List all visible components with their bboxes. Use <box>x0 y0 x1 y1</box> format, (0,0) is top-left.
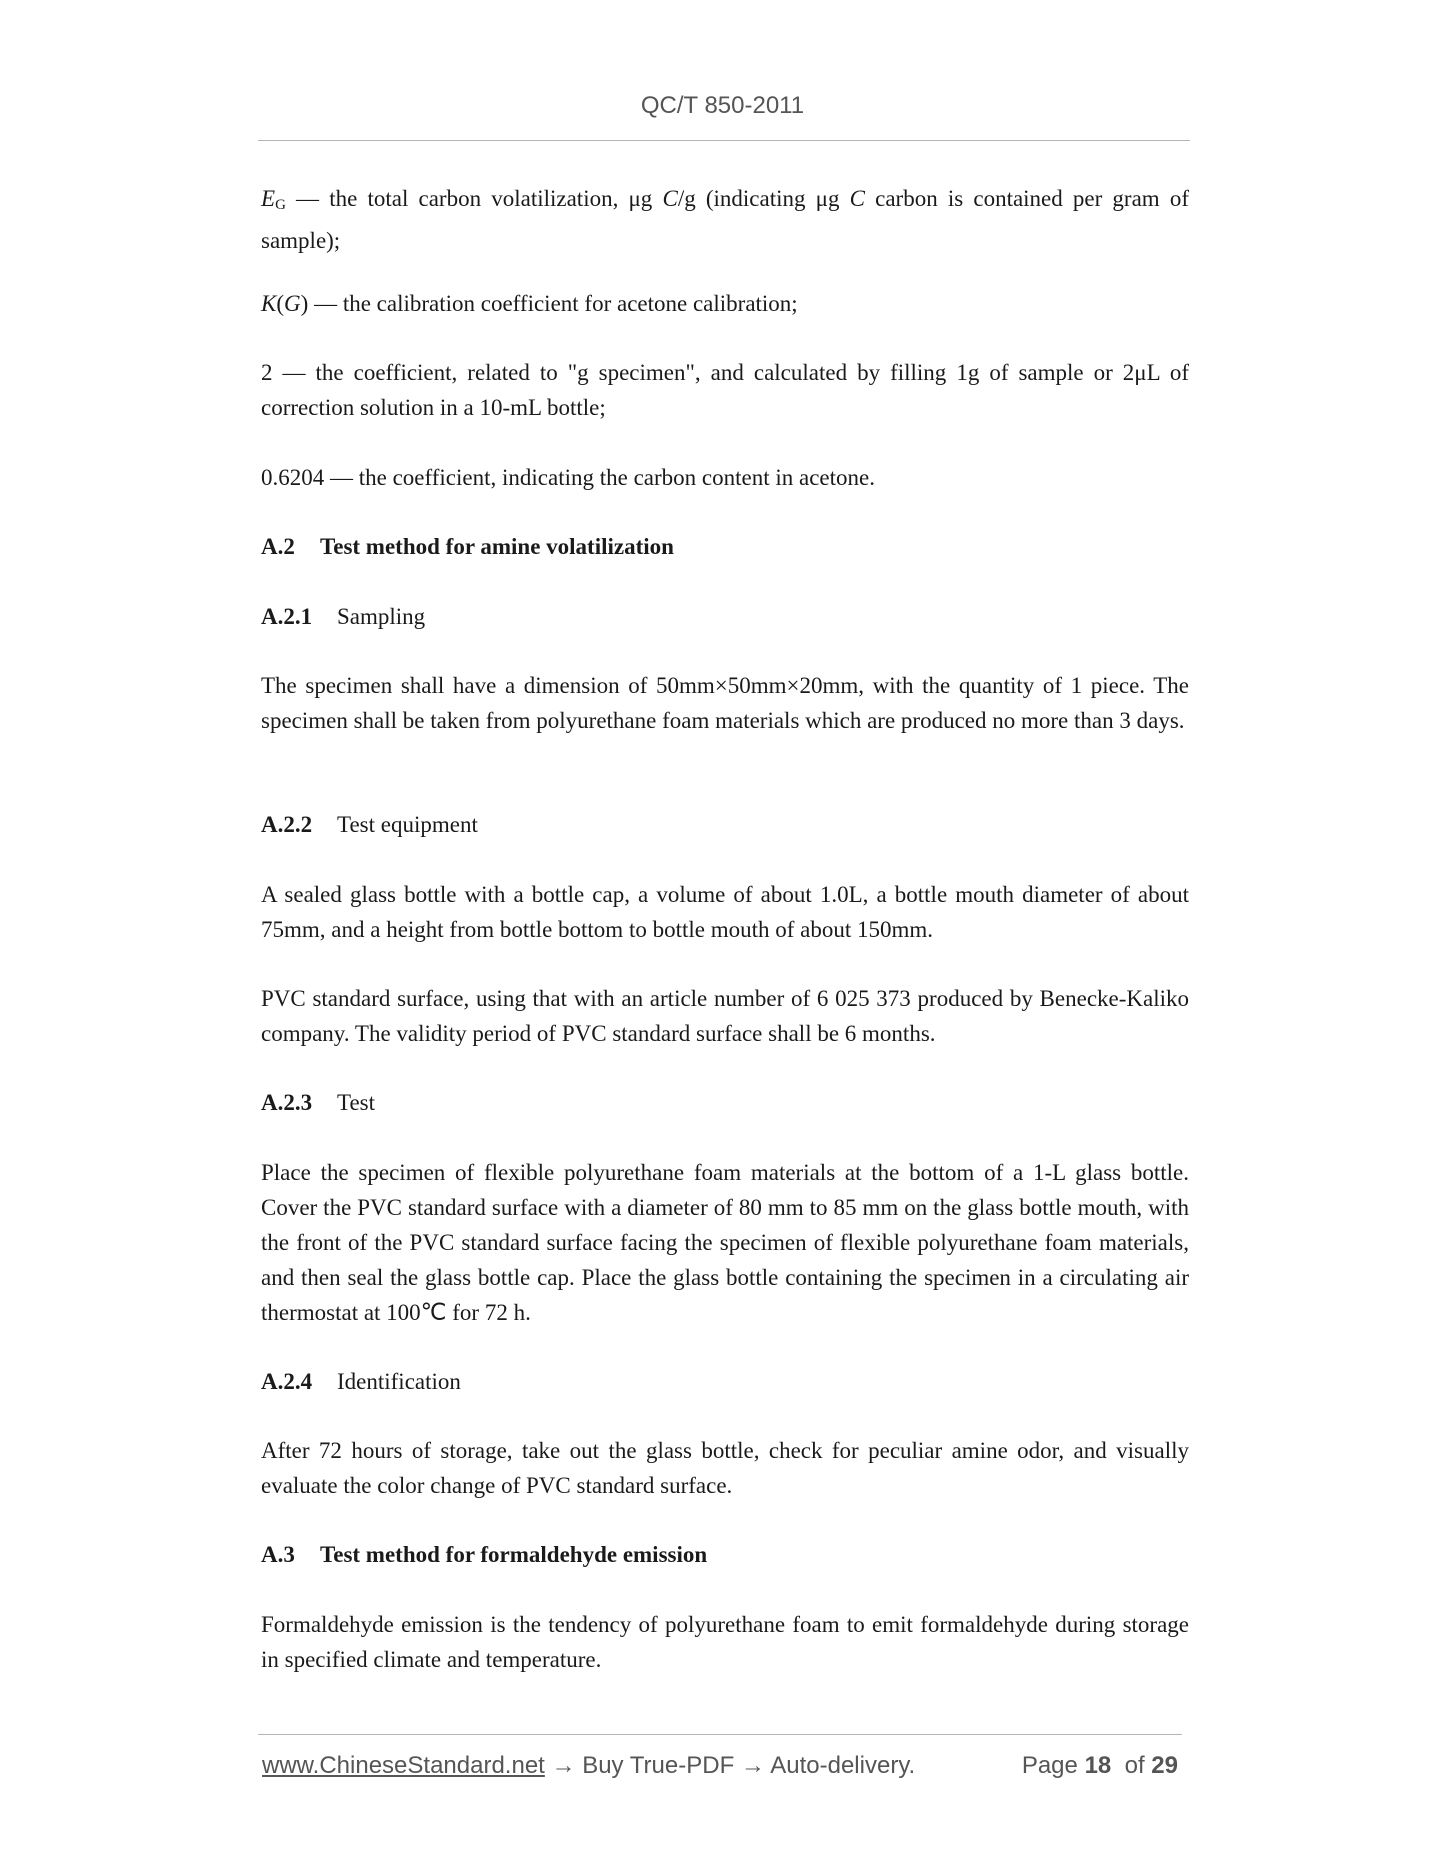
section-a21-paragraph: The specimen shall have a dimension of 50mm×50mm×20mm, with the quantity of 1 piece. The specimen shall be taken from polyurethane foam materials which are produced no more than 3 days. <box>261 673 1189 733</box>
section-a2-number: A.2 <box>261 534 295 559</box>
definition-eg <box>261 181 1189 258</box>
eg-text-1: — the total carbon volatilization, μg <box>285 186 663 211</box>
kg-g: G <box>284 291 301 316</box>
definition-coef-2: 2 — the coefficient, related to "g specimen", and calculated by filling 1g of sample or 2μL of correction solution in a 10-mL bottle; <box>261 360 1189 420</box>
footer-arrow-1: → <box>544 1752 583 1779</box>
eg-c-1: C <box>662 186 678 211</box>
section-a23-heading <box>261 1085 1189 1120</box>
section-a23-title: Test <box>337 1090 375 1115</box>
footer-arrow-2: → <box>734 1752 771 1779</box>
kg-text: — the calibration coefficient for acetone calibration; <box>308 291 798 316</box>
section-a21-number: A.2.1 <box>261 604 313 629</box>
page-footer <box>262 1752 1182 1786</box>
section-a2-heading <box>261 529 1189 564</box>
eg-text-2: /g (indicating μg <box>677 186 850 211</box>
eg-c-2: C <box>849 186 865 211</box>
section-a22-paragraph-1: A sealed glass bottle with a bottle cap, a volume of about 1.0L, a bottle mouth diameter of about 75mm, and a height from bottle bottom to bottle mouth of about 150mm. <box>261 882 1189 942</box>
kg-k: K <box>261 291 277 316</box>
section-a24-title: Identification <box>337 1369 461 1394</box>
section-a23-number: A.2.3 <box>261 1090 313 1115</box>
footer-delivery-text: Auto-delivery. <box>770 1752 916 1779</box>
section-a2-title: Test method for amine volatilization <box>320 534 674 559</box>
page-total: 29 <box>1151 1752 1178 1779</box>
section-a22-number: A.2.2 <box>261 812 313 837</box>
eg-text-3: carbon is contained per gram of sample); <box>261 186 1190 253</box>
footer-promo <box>262 1752 915 1780</box>
section-a3-heading <box>261 1537 1189 1572</box>
chinesestandard-link[interactable]: www.ChineseStandard.net <box>262 1752 545 1779</box>
eg-symbol: E <box>261 186 276 211</box>
document-header-title: QC/T 850-2011 <box>640 92 805 119</box>
section-a23-paragraph: Place the specimen of flexible polyurethane foam materials at the bottom of a 1-L glass bottle. Cover the PVC standard surface with a diameter of 80 mm to 85 mm on the glass bottle mouth, with the front of the PVC standard surface facing the specimen of flexible polyurethane foam materials, and then seal the glass bottle cap. Place the glass bottle containing the specimen in a circulating air thermostat at 100℃ for 72 h. <box>261 1160 1189 1325</box>
section-a22-paragraph-2: PVC standard surface, using that with an article number of 6 025 373 produced by Benecke-Kaliko company. The validity period of PVC standard surface shall be 6 months. <box>261 986 1189 1046</box>
section-a24-heading <box>261 1364 1189 1399</box>
footer-divider <box>258 1734 1182 1735</box>
definition-coef-06204: 0.6204 — the coefficient, indicating the carbon content in acetone. <box>261 465 875 490</box>
kg-open-paren: ( <box>276 291 285 316</box>
section-a21-title: Sampling <box>337 604 426 629</box>
section-a24-paragraph: After 72 hours of storage, take out the glass bottle, check for peculiar amine odor, and visually evaluate the color change of PVC standard surface. <box>261 1438 1189 1498</box>
section-a24-number: A.2.4 <box>261 1369 313 1394</box>
section-a3-number: A.3 <box>261 1542 295 1567</box>
page-label: Page <box>1021 1752 1078 1779</box>
section-a22-title: Test equipment <box>337 812 478 837</box>
section-a21-heading <box>261 599 1189 634</box>
page-current: 18 <box>1084 1752 1112 1779</box>
footer-buy-text: Buy True-PDF <box>582 1752 735 1779</box>
kg-close-paren: ) <box>300 291 309 316</box>
page-of-label: of <box>1124 1752 1145 1779</box>
section-a3-paragraph: Formaldehyde emission is the tendency of polyurethane foam to emit formaldehyde during storage in specified climate and temperature. <box>261 1612 1189 1672</box>
header-divider <box>258 140 1190 141</box>
section-a22-heading <box>261 807 1189 842</box>
eg-subscript: G <box>275 197 286 213</box>
page-number <box>1022 1752 1178 1780</box>
section-a3-title: Test method for formaldehyde emission <box>320 1542 708 1567</box>
definition-kg <box>261 286 1189 321</box>
